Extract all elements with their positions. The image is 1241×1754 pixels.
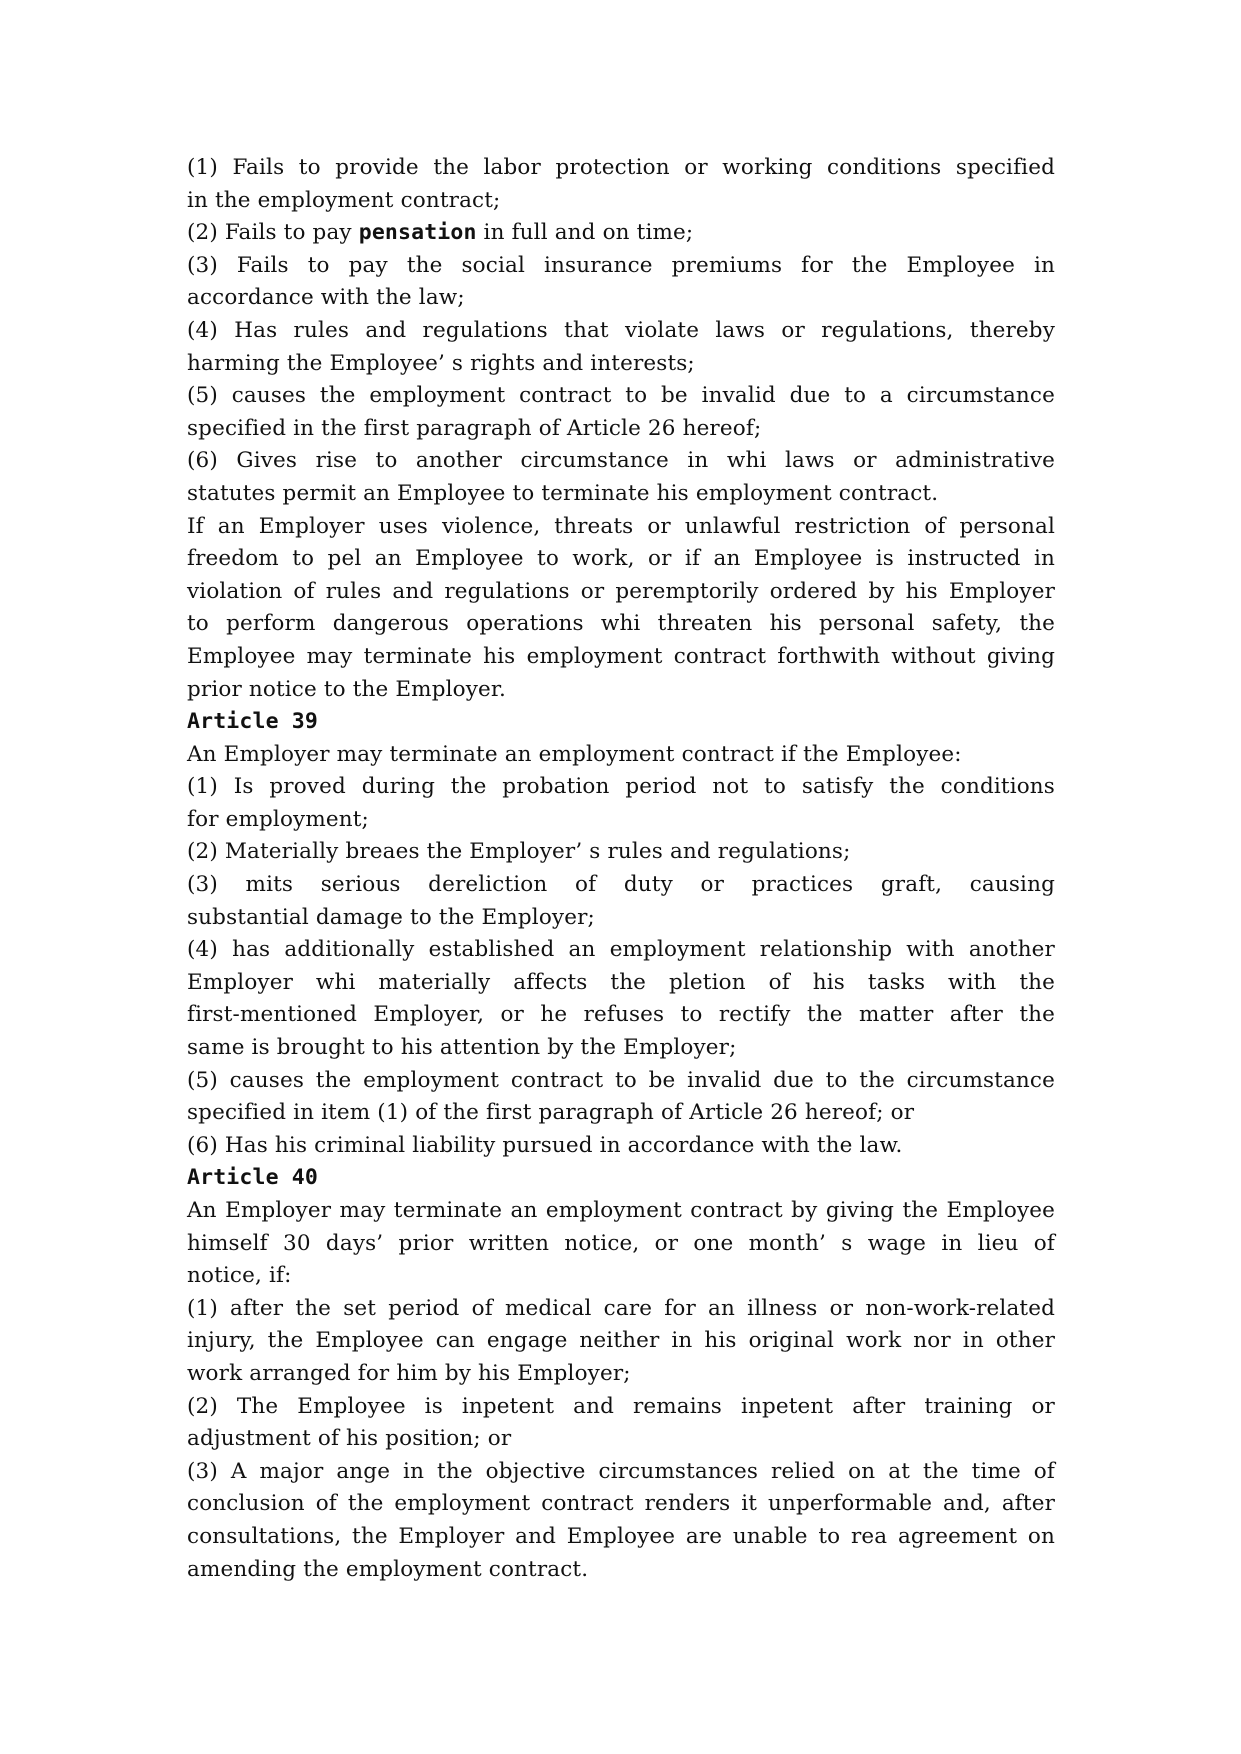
- text-line: same is brought to his attention by the Employer;: [187, 1035, 737, 1061]
- text-line: (4) has additionally established an employment relationship with another: [187, 937, 1055, 963]
- text-line: Employee may terminate his employment contract forthwith without giving: [187, 643, 1055, 669]
- text-line: adjustment of his position; or: [187, 1426, 512, 1452]
- text-line: (3) A major ange in the objective circumstances relied on at the time of: [187, 1458, 1055, 1484]
- text-line: (2) Materially breaes the Employer’ s rules and regulations;: [187, 839, 851, 865]
- bold-term: pensation: [358, 220, 477, 246]
- text-line: violation of rules and regulations or peremptorily ordered by his Employer: [187, 578, 1055, 604]
- text-line: If an Employer uses violence, threats or unlawful restriction of personal: [187, 513, 1055, 539]
- text-line: (1) after the set period of medical care for an illness or non-work-related: [187, 1295, 1055, 1321]
- text-fragment: (2) Fails to pay: [187, 220, 359, 246]
- text-line: (6) Gives rise to another circumstance in whi laws or administrative: [187, 448, 1055, 474]
- text-line: substantial damage to the Employer;: [187, 904, 595, 930]
- text-line: (4) Has rules and regulations that violate laws or regulations, thereby: [187, 317, 1055, 343]
- text-line: first-mentioned Employer, or he refuses to rectify the matter after the: [187, 1002, 1055, 1028]
- text-line: himself 30 days’ prior written notice, or one month’ s wage in lieu of: [187, 1230, 1055, 1256]
- text-line: statutes permit an Employee to terminate his employment contract.: [187, 480, 939, 506]
- article-heading: Article 39: [187, 709, 318, 735]
- document-page: [187, 152, 1055, 1586]
- text-line: accordance with the law;: [187, 285, 465, 311]
- text-line: freedom to pel an Employee to work, or if an Employee is instructed in: [187, 546, 1055, 572]
- article-heading: Article 40: [187, 1165, 318, 1191]
- text-line: conclusion of the employment contract renders it unperformable and, after: [187, 1491, 1055, 1517]
- text-line: specified in the first paragraph of Article 26 hereof;: [187, 415, 762, 441]
- text-fragment: in full and on time;: [476, 220, 694, 246]
- text-line: An Employer may terminate an employment contract if the Employee:: [187, 741, 962, 767]
- text-line: Employer whi materially affects the pletion of his tasks with the: [187, 969, 1055, 995]
- text-line: (5) causes the employment contract to be invalid due to the circumstance: [187, 1067, 1055, 1093]
- text-line: (1) Is proved during the probation period not to satisfy the conditions: [187, 774, 1055, 800]
- text-line: work arranged for him by his Employer;: [187, 1360, 631, 1386]
- text-line: amending the employment contract.: [187, 1556, 589, 1582]
- text-line: specified in item (1) of the first paragraph of Article 26 hereof; or: [187, 1100, 915, 1126]
- text-line: in the employment contract;: [187, 187, 501, 213]
- text-line: (3) Fails to pay the social insurance premiums for the Employee in: [187, 252, 1055, 278]
- text-line: to perform dangerous operations whi threaten his personal safety, the: [187, 611, 1055, 637]
- text-line: (3) mits serious dereliction of duty or practices graft, causing: [187, 872, 1055, 898]
- text-line: [187, 217, 1055, 250]
- text-line: for employment;: [187, 806, 369, 832]
- text-line: (2) The Employee is inpetent and remains inpetent after training or: [187, 1393, 1055, 1419]
- text-line: (5) causes the employment contract to be invalid due to a circumstance: [187, 383, 1055, 409]
- text-line: prior notice to the Employer.: [187, 676, 506, 702]
- text-line: harming the Employee’ s rights and interests;: [187, 350, 695, 376]
- text-line: notice, if:: [187, 1263, 292, 1289]
- text-line: (6) Has his criminal liability pursued in accordance with the law.: [187, 1132, 903, 1158]
- text-line: consultations, the Employer and Employee are unable to rea agreement on: [187, 1523, 1055, 1549]
- text-line: (1) Fails to provide the labor protection or working conditions specified: [187, 155, 1055, 180]
- text-line: injury, the Employee can engage neither in his original work nor in other: [187, 1328, 1055, 1354]
- text-line: An Employer may terminate an employment contract by giving the Employee: [187, 1198, 1055, 1223]
